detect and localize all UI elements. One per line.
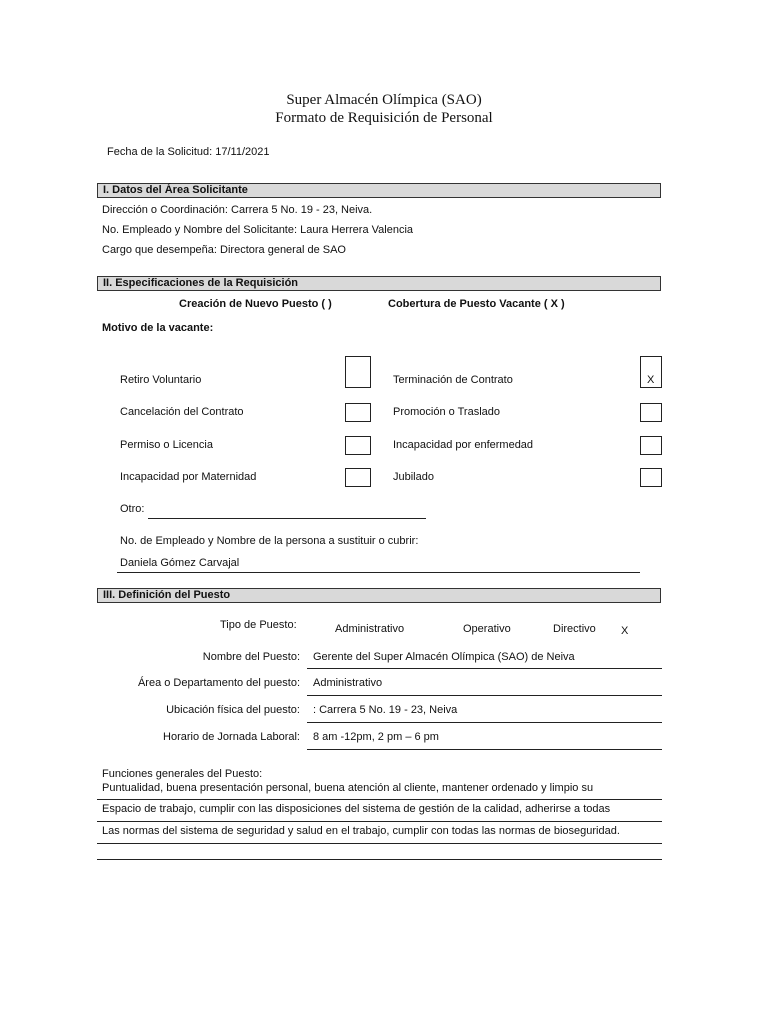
area-line bbox=[307, 695, 662, 696]
sustituir-label: No. de Empleado y Nombre de la persona a sustituir o cubrir: bbox=[120, 535, 419, 547]
incapacidad-enf-checkbox[interactable] bbox=[640, 436, 662, 455]
sustituir-value: Daniela Gómez Carvajal bbox=[120, 557, 240, 569]
section-1-header: I. Datos del Área Solicitante bbox=[97, 183, 661, 198]
tipo-label: Tipo de Puesto: bbox=[220, 619, 297, 631]
cancelacion-checkbox[interactable] bbox=[345, 403, 371, 422]
motivo-label: Motivo de la vacante: bbox=[102, 322, 214, 334]
form-title: Formato de Requisición de Personal bbox=[275, 110, 493, 126]
funciones-line-1: Puntualidad, buena presentación personal, buena atención al cliente, mantener ordenado y limpio su bbox=[102, 782, 594, 794]
jubilado-checkbox[interactable] bbox=[640, 468, 662, 487]
ubicacion-line bbox=[307, 722, 662, 723]
incapacidad-mat-label: Incapacidad por Maternidad bbox=[120, 471, 257, 483]
permiso-checkbox[interactable] bbox=[345, 436, 371, 455]
tipo-directivo-mark: X bbox=[621, 625, 629, 637]
otro-input-line[interactable] bbox=[148, 518, 426, 519]
horario-line bbox=[307, 749, 662, 750]
funciones-label: Funciones generales del Puesto: bbox=[102, 768, 263, 780]
funciones-line-3: Las normas del sistema de seguridad y salud en el trabajo, cumplir con todas las normas de bioseguridad. bbox=[102, 825, 620, 837]
retiro-checkbox[interactable] bbox=[345, 356, 371, 388]
nombre-label: Nombre del Puesto: bbox=[202, 651, 300, 663]
solicitante-field: No. Empleado y Nombre del Solicitante: Laura Herrera Valencia bbox=[102, 224, 414, 236]
ubicacion-label: Ubicación física del puesto: bbox=[166, 704, 300, 716]
funciones-line-2: Espacio de trabajo, cumplir con las disposiciones del sistema de gestión de la calidad, adherirse a todas bbox=[102, 803, 611, 815]
funciones-rule-2 bbox=[97, 821, 662, 822]
area-value: Administrativo bbox=[313, 677, 383, 689]
cargo-field: Cargo que desempeña: Directora general de SAO bbox=[102, 244, 346, 256]
section-2-header: II. Especificaciones de la Requisición bbox=[97, 276, 661, 291]
request-date: Fecha de la Solicitud: 17/11/2021 bbox=[107, 146, 270, 158]
ubicacion-value: : Carrera 5 No. 19 - 23, Neiva bbox=[313, 704, 458, 716]
promocion-label: Promoción o Traslado bbox=[393, 406, 500, 418]
terminacion-label: Terminación de Contrato bbox=[393, 374, 513, 386]
tipo-directivo: Directivo bbox=[553, 623, 596, 635]
incapacidad-enf-label: Incapacidad por enfermedad bbox=[393, 439, 534, 451]
funciones-rule-1 bbox=[97, 799, 662, 800]
horario-value: 8 am -12pm, 2 pm – 6 pm bbox=[313, 731, 439, 743]
horario-label: Horario de Jornada Laboral: bbox=[163, 731, 300, 743]
tipo-administrativo: Administrativo bbox=[335, 623, 405, 635]
otro-label: Otro: bbox=[120, 503, 145, 515]
direccion-field: Dirección o Coordinación: Carrera 5 No. 19 - 23, Neiva. bbox=[102, 204, 373, 216]
tipo-operativo: Operativo bbox=[463, 623, 511, 635]
nombre-line bbox=[307, 668, 662, 669]
funciones-rule-3 bbox=[97, 843, 662, 844]
incapacidad-mat-checkbox[interactable] bbox=[345, 468, 371, 487]
area-label: Área o Departamento del puesto: bbox=[137, 677, 300, 689]
retiro-label: Retiro Voluntario bbox=[120, 374, 202, 386]
sustituir-line bbox=[117, 572, 640, 573]
cancelacion-label: Cancelación del Contrato bbox=[120, 406, 244, 418]
cobertura-option: Cobertura de Puesto Vacante ( X ) bbox=[388, 298, 565, 310]
company-title: Super Almacén Olímpica (SAO) bbox=[286, 92, 482, 108]
promocion-checkbox[interactable] bbox=[640, 403, 662, 422]
funciones-rule-4 bbox=[97, 859, 662, 860]
permiso-label: Permiso o Licencia bbox=[120, 439, 213, 451]
nuevo-puesto-option: Creación de Nuevo Puesto ( ) bbox=[179, 298, 332, 310]
section-3-header: III. Definición del Puesto bbox=[97, 588, 661, 603]
terminacion-mark: X bbox=[647, 374, 655, 386]
nombre-value: Gerente del Super Almacén Olímpica (SAO) de Neiva bbox=[313, 651, 575, 663]
terminacion-checkbox[interactable] bbox=[640, 356, 662, 388]
jubilado-label: Jubilado bbox=[393, 471, 434, 483]
